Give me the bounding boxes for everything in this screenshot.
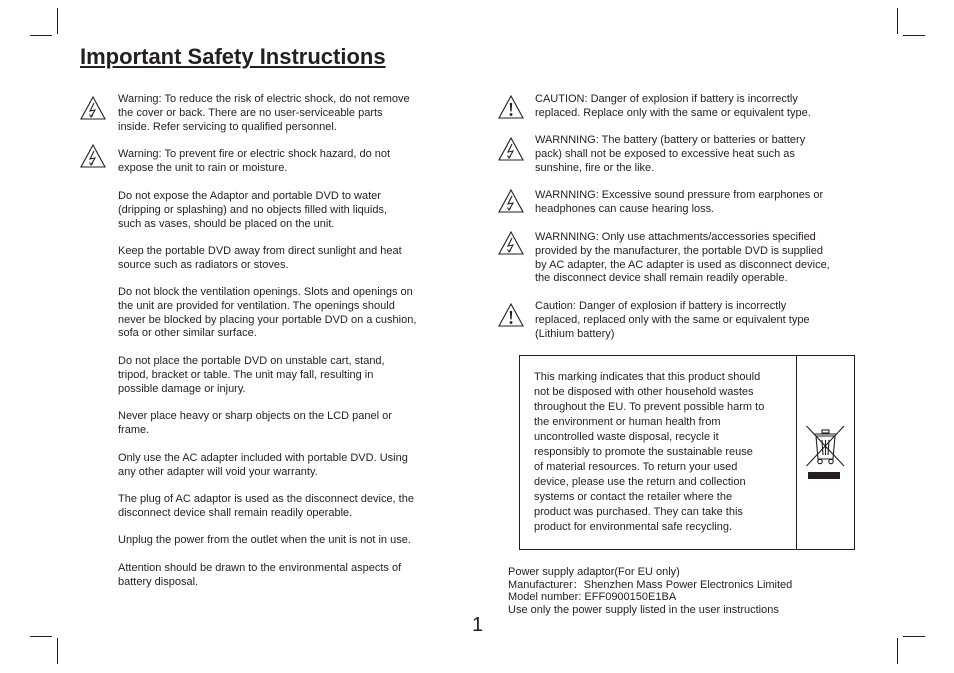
crop-mark [30, 636, 52, 637]
caution-exclamation-icon [498, 95, 524, 119]
power-supply-line: Use only the power supply listed in the user instructions [508, 603, 779, 616]
electric-shock-warning-icon [80, 144, 106, 168]
caution-exclamation-icon [498, 303, 524, 327]
safety-paragraph: Do not expose the Adaptor and portable DVD to water (dripping or splashing) and no objects filled with liquids, such as vases, should be placed on the unit. [118, 190, 388, 230]
crossed-out-wheelie-bin-icon [806, 422, 846, 482]
power-supply-line: Manufacturer：Shenzhen Mass Power Electronics Limited [508, 578, 793, 591]
crop-mark [897, 638, 898, 664]
power-supply-info [508, 566, 792, 616]
crop-mark [897, 8, 898, 34]
electric-shock-warning-icon [80, 96, 106, 120]
crop-mark [30, 35, 52, 36]
safety-paragraph: Only use the AC adapter included with portable DVD. Using any other adapter will void your warranty. [118, 452, 408, 478]
safety-paragraph: WARNNING: The battery (battery or batteries or battery pack) shall not be exposed to excessive heat such as sunshine, fire or the like. [535, 134, 806, 174]
safety-paragraph: Attention should be drawn to the environmental aspects of battery disposal. [118, 562, 402, 588]
power-supply-line: Power supply adaptor(For EU only) [508, 566, 680, 578]
safety-paragraph: Unplug the power from the outlet when the unit is not in use. [118, 534, 411, 546]
electric-shock-warning-icon [498, 137, 524, 161]
page-number: 1 [472, 614, 484, 636]
safety-paragraph: Caution: Danger of explosion if battery is incorrectly replaced, replaced only with the same or equivalent type (Lithium battery) [535, 300, 810, 340]
weee-notice-box [519, 355, 855, 550]
divider [796, 356, 797, 549]
safety-paragraph: Never place heavy or sharp objects on the LCD panel or frame. [118, 410, 392, 436]
power-supply-line: Model number: EFF0900150E1BA [508, 591, 677, 603]
safety-paragraph: WARNNING: Excessive sound pressure from earphones or headphones can cause hearing loss. [535, 189, 824, 215]
safety-paragraph: CAUTION: Danger of explosion if battery is incorrectly replaced. Replace only with the same or equivalent type. [535, 93, 811, 119]
safety-paragraph: Warning: To reduce the risk of electric shock, do not remove the cover or back. There are no user-serviceable parts inside. Refer servicing to qualified personnel. [118, 93, 410, 133]
safety-paragraph: Do not block the ventilation openings. Slots and openings on the unit are provided for ventilation. The openings should never be blocked by placing your portable DVD on a cushion, sofa or other similar surface. [118, 286, 417, 340]
safety-paragraph: Warning: To prevent fire or electric shock hazard, do not expose the unit to rain or moisture. [118, 148, 391, 174]
crop-mark [57, 638, 58, 664]
crop-mark [57, 8, 58, 34]
safety-paragraph: Do not place the portable DVD on unstable cart, stand, tripod, bracket or table. The unit may fall, resulting in possible damage or injury. [118, 355, 385, 395]
electric-shock-warning-icon [498, 189, 524, 213]
page-title: Important Safety Instructions [80, 44, 386, 69]
electric-shock-warning-icon [498, 231, 524, 255]
weee-notice-text: This marking indicates that this product should not be disposed with other household wastes throughout the EU. To prevent possible harm to the environment or human health from uncontrolled waste disposal, recycle it responsibly to promote the sustainable reuse of material resources. To return your used device, please use the return and collection systems or contact the retailer where the product was purchased. They can take this product for environmental safe recycling. [534, 371, 765, 533]
safety-paragraph: Keep the portable DVD away from direct sunlight and heat source such as radiators or stoves. [118, 245, 402, 271]
crop-mark [903, 35, 925, 36]
crop-mark [903, 636, 925, 637]
safety-paragraph: The plug of AC adaptor is used as the disconnect device, the disconnect device shall remain readily operable. [118, 493, 414, 519]
safety-paragraph: WARNNING: Only use attachments/accessories specified provided by the manufacturer, the portable DVD is supplied by AC adapter, the AC adapter is used as disconnect device, the disconnect device shall remain readily operable. [535, 231, 830, 285]
